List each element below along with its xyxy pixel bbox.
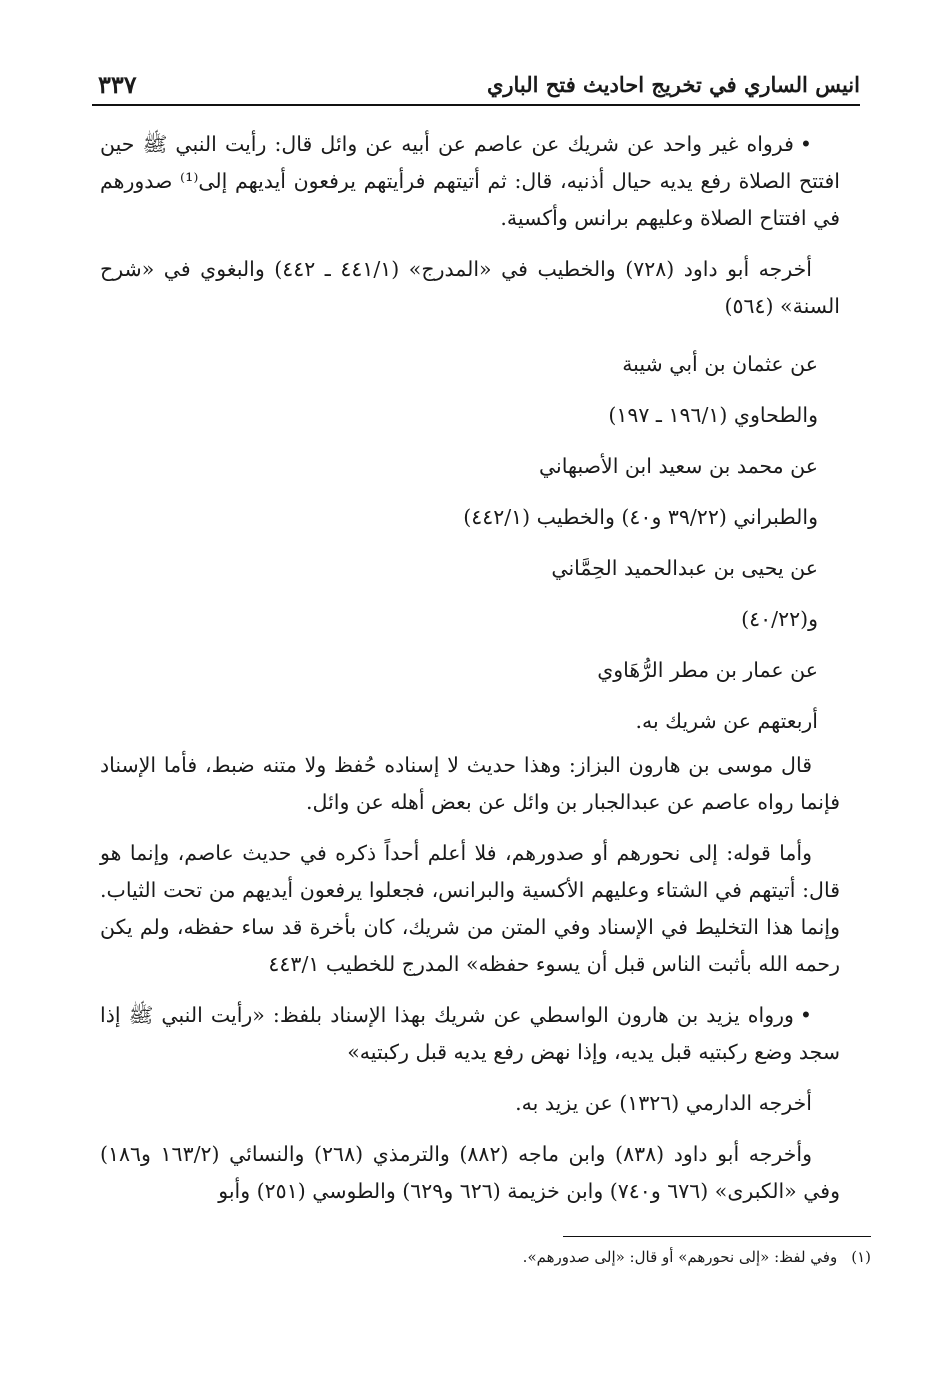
page-body [100, 126, 840, 1224]
page-header [92, 68, 860, 106]
page-number: ٣٣٧ [98, 70, 137, 99]
running-title: انيس الساري في تخريج احاديث فتح الباري [486, 72, 860, 97]
paragraph-riwaya-2 [100, 997, 840, 1071]
paragraph-riwaya-1 [100, 126, 840, 237]
chain-line: عن يحيى بن عبدالحميد الحِمَّاني [551, 556, 818, 580]
bullet-marker: • [799, 1003, 812, 1027]
footnote-separator [563, 1236, 871, 1237]
footnote-text: وفي لفظ: «إلى نحورهم» أو قال: «إلى صدورهم». [522, 1248, 838, 1266]
paragraph-bazzar-quote: قال موسى بن هارون البزاز: وهذا حديث لا إسناده حُفظ ولا متنه ضبط، فأما الإسناد فإنما رواه عاصم عن عبدالجبار بن وائل عن بعض أهله عن وائل. [100, 753, 840, 814]
chain-line: و(٤٠/٢٢) [741, 607, 818, 631]
paragraph-takhrij-2: وأخرجه أبو داود (٨٣٨) وابن ماجه (٨٨٢) والترمذي (٢٦٨) والنسائي (١٦٣/٢ و١٨٦) وفي «الكبرى» (٦٧٦ و٧٤٠) وابن خزيمة (٦٢٦ و٦٢٩) والطوسي (٢٥١) وأبو [100, 1142, 840, 1203]
chain-line: عن عمار بن مطر الرُّهَاوي [597, 658, 818, 682]
paragraph-commentary: وأما قوله: إلى نحورهم أو صدورهم، فلا أعلم أحداً ذكره في حديث عاصم، وإنما هو قال: أتيتهم في الشتاء وعليهم الأكسية والبرانس، فجعلوا يرفعون أيديهم من تحت الثياب. وإنما هذا التخليط في الإسناد وفي المتن من شريك، كان بأخرة قد ساء حفظه، ولم يكن رحمه الله بأثبت الناس قبل أن يسوء حفظه» المدرج للخطيب ٤٤٣/١ [100, 841, 840, 976]
paragraph-text: ورواه يزيد بن هارون الواسطي عن شريك بهذا الإسناد بلفظ: «رأيت النبي ﷺ إذا سجد وضع ركبتيه قبل يديه، وإذا نهض رفع يديه قبل ركبتيه» [100, 1003, 840, 1064]
isnad-chain [100, 339, 840, 747]
footnote-number: (١) [851, 1248, 871, 1266]
chain-line: عن عثمان بن أبي شيبة [622, 352, 818, 376]
footnote [271, 1248, 871, 1266]
chain-line: والطحاوي (١٩٦/١ ـ ١٩٧) [608, 403, 818, 427]
chain-line: عن محمد بن سعيد ابن الأصبهاني [538, 454, 818, 478]
paragraph-text: فرواه غير واحد عن شريك عن عاصم عن أبيه عن وائل قال: رأيت النبي ﷺ حين افتتح الصلاة رفع يديه حيال أذنيه، قال: ثم أتيتهم فرأيتهم يرفعون أيديهم إلى⁽¹⁾ صدورهم في افتتاح الصلاة وعليهم برانس وأكسية. [100, 132, 840, 230]
chain-line: أربعتهم عن شريك به. [635, 709, 818, 733]
chain-line: والطبراني (٣٩/٢٢ و٤٠) والخطيب (٤٤٢/١) [463, 505, 818, 529]
bullet-marker: • [799, 132, 813, 156]
paragraph-takhrij-1: أخرجه أبو داود (٧٢٨) والخطيب في «المدرج» (٤٤١/١ ـ ٤٤٢) والبغوي في «شرح السنة» (٥٦٤) [100, 257, 840, 318]
paragraph-darimi: أخرجه الدارمي (١٣٢٦) عن يزيد به. [515, 1091, 812, 1115]
